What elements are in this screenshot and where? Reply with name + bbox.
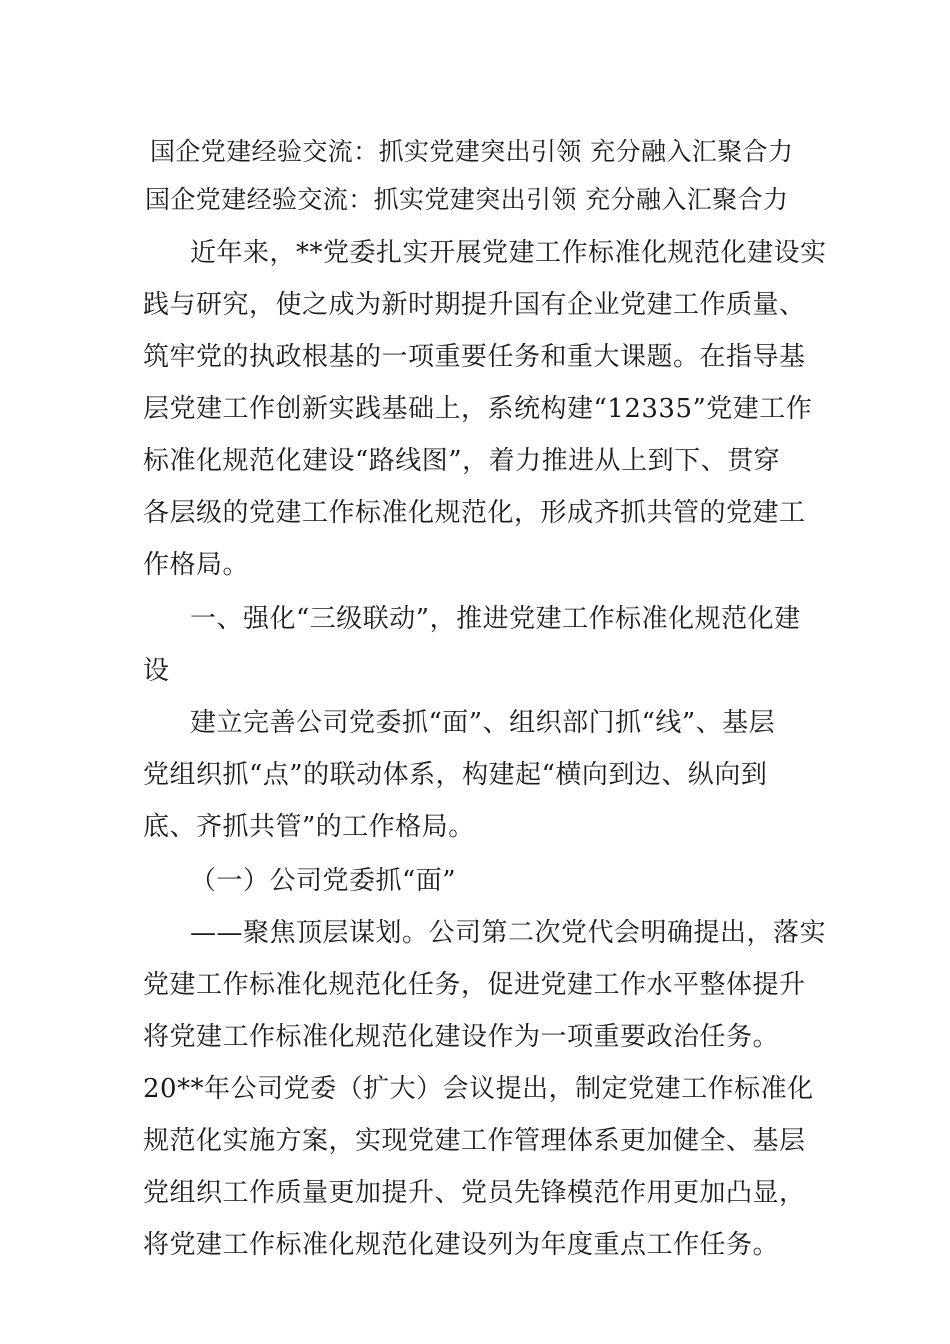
paragraph-line: 建立完善公司党委抓“面”、组织部门抓“线”、基层 xyxy=(190,708,776,738)
paragraph-line: 20**年公司党委（扩大）会议提出，制定党建工作标准化 xyxy=(143,1074,814,1104)
paragraph-line: 规范化实施方案，实现党建工作管理体系更加健全、基层 xyxy=(143,1126,806,1156)
paragraph-line: 践与研究，使之成为新时期提升国有企业党建工作质量、 xyxy=(143,290,806,320)
paragraph-line: 党组织抓“点”的联动体系，构建起“横向到边、纵向到 xyxy=(143,760,768,790)
paragraph-line: 各层级的党建工作标准化规范化，形成齐抓共管的党建工 xyxy=(143,498,806,528)
paragraph-line: 层党建工作创新实践基础上，系统构建“12335”党建工作 xyxy=(143,394,813,424)
paragraph-line: 党建工作标准化规范化任务，促进党建工作水平整体提升 xyxy=(143,970,806,1000)
paragraph-line: 近年来，**党委扎实开展党建工作标准化规范化建设实 xyxy=(190,238,827,268)
paragraph-line: 党组织工作质量更加提升、党员先锋模范作用更加凸显， xyxy=(143,1178,806,1208)
section-heading-continued: 设 xyxy=(143,656,170,686)
paragraph-line: 标准化规范化建设“路线图”，着力推进从上到下、贯穿 xyxy=(143,446,781,476)
paragraph-line: ——聚焦顶层谋划。公司第二次党代会明确提出，落实 xyxy=(190,918,827,948)
document-title-repeat: 国企党建经验交流：抓实党建突出引领 充分融入汇聚合力 xyxy=(145,185,789,214)
section-heading: 一、强化“三级联动”，推进党建工作标准化规范化建 xyxy=(190,604,801,634)
paragraph-line: 作格局。 xyxy=(143,550,250,580)
paragraph-line: 筑牢党的执政根基的一项重要任务和重大课题。在指导基 xyxy=(143,342,806,372)
document-title: 国企党建经验交流：抓实党建突出引领 充分融入汇聚合力 xyxy=(150,137,794,166)
paragraph-line: 将党建工作标准化规范化建设作为一项重要政治任务。 xyxy=(143,1022,780,1052)
paragraph-line: 将党建工作标准化规范化建设列为年度重点工作任务。 xyxy=(143,1230,780,1260)
paragraph-line: 底、齐抓共管”的工作格局。 xyxy=(143,812,475,842)
subsection-heading: （一）公司党委抓“面” xyxy=(190,866,457,896)
